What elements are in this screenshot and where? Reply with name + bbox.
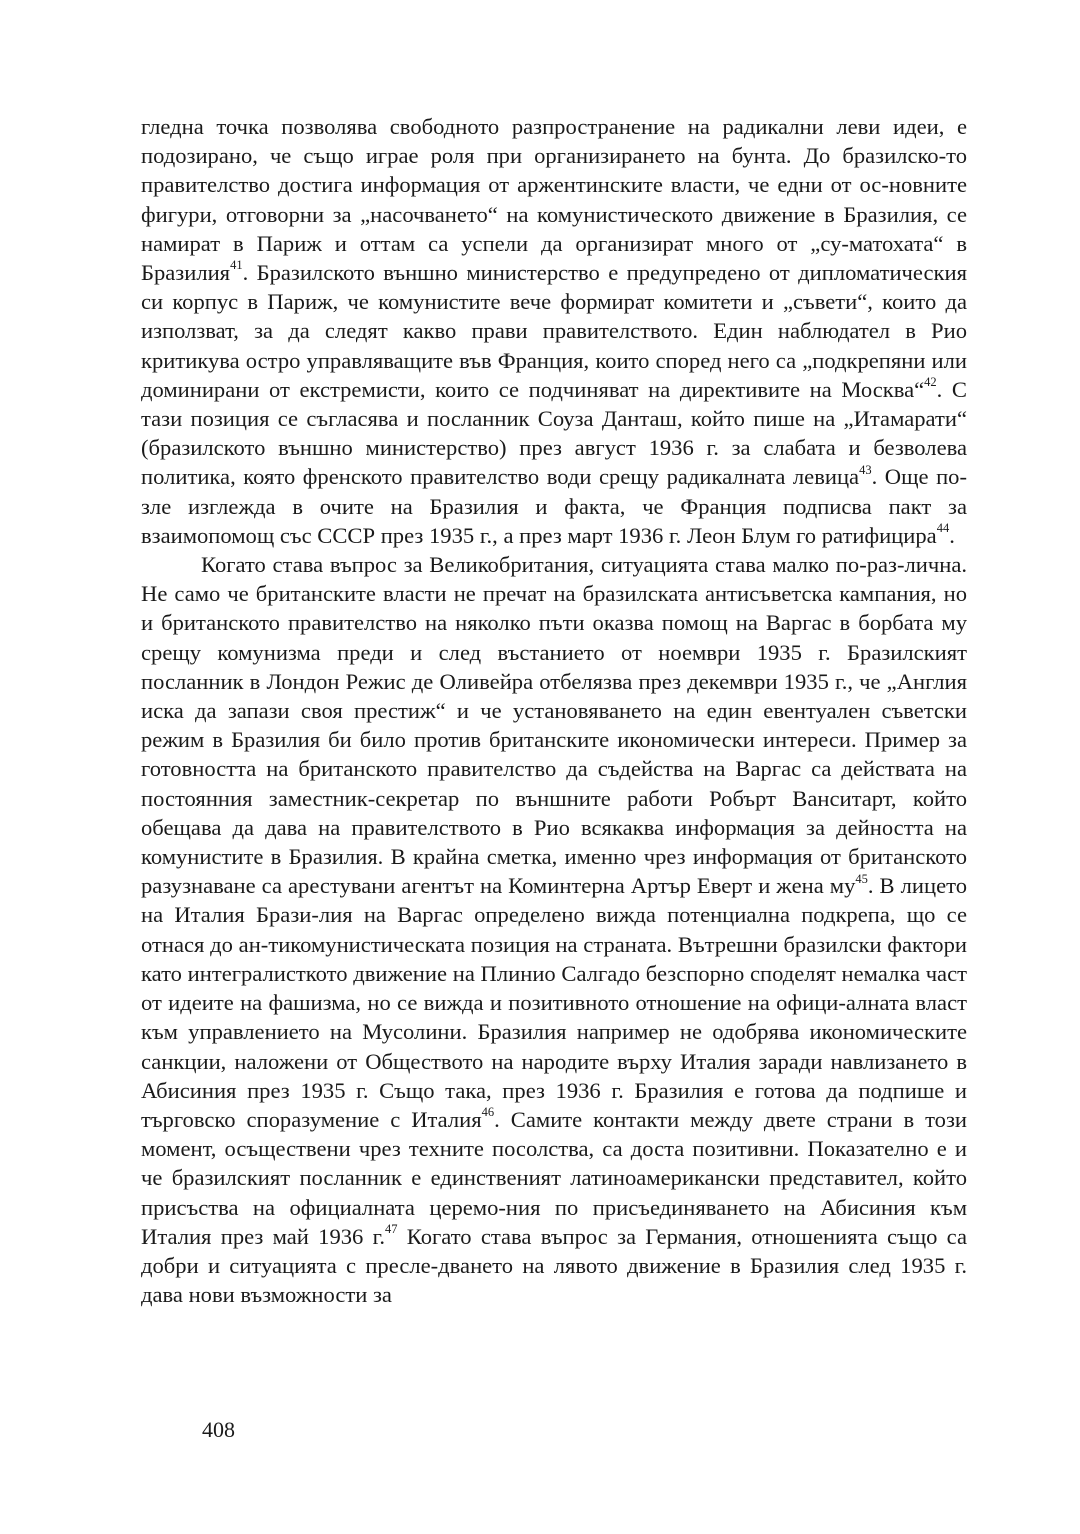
footnote-marker: 42 <box>924 375 937 390</box>
text-run: Когато става въпрос за Германия, отношенията също са добри и ситуацията с пресле-дването на лявото движение в Бразилия след 1935 г. дава нови възможности за <box>141 1223 968 1308</box>
text-run: . В лицето на Италия Брази-лия на Варгас определено вижда потенциална подкрепа, що се отнася до ан-тикомунистическата позиция на страната. Вътрешни бразилски фактори като интегралисткото движение на Плинио Салгадо безспорно споделят немалка част от идеите на фашизма, но се вижда и позитивното отношение на офици-алната власт към управлението на Мусолини. Бразилия например не одобрява икономическите санкции, наложени от Обществото на народите върху Италия заради навлизането в Абисиния през 1935 г. Също така, през 1936 г. Бразилия е готова да подпише и търговско споразумение с Италия <box>141 873 967 1132</box>
footnote-marker: 43 <box>859 462 872 477</box>
footnote-marker: 46 <box>481 1105 495 1120</box>
text-run: . С тази позиция се съгласява и посланник Соуза Данташ, който пише на „Итамарати“ (бразилското външно министерство) през август 1936 г. за слабата и безволева политика, която френското правителство води срещу радикалната левица <box>141 376 967 490</box>
text-run: . Самите контакти между двете страни в този момент, осъществени чрез техните посолства, са доста позитивни. Показателно е и че бразилският посланник е единственият латиноамерикански представител, който присъства на официалната церемо-ния по присъединяването на Абисиния към Италия през май 1936 г. <box>141 1106 967 1249</box>
text-run: . Още по-зле изглежда в очите на Бразилия и факта, че Франция подписва пакт за взаимопомощ със СССР през 1935 г., а през март 1936 г. Леон Блум го ратифицира <box>141 464 967 548</box>
text-run: . Бразилското външно министерство е предупредено от дипломатическия си корпус в Париж, че комунистите вече формират комитети и „съвети“, които да използват, за да следят какво прави правителството. Един наблюдател в Рио критикува остро управляващите във Франция, които според него са „подкрепяни или доминирани от екстремисти, които се подчиняват на директивите на Москва“ <box>141 260 967 402</box>
text-run: гледна точка позволява свободното разпространение на радикални леви идеи, е подозирано, че също играе роля при организирането на бунта. До бразилско-то правителство достига информация от аржентинските власти, че едни от ос-новните фигури, отговорни за „насочването“ на комунистическото движение в Бразилия, се намират в Париж и оттам са успели да организират много от „су-матохата“ в Бразилия <box>141 114 967 286</box>
text-run: . <box>949 522 955 548</box>
footnote-marker: 44 <box>936 521 950 536</box>
footnote-marker: 47 <box>384 1222 398 1237</box>
text-run: Когато става въпрос за Великобритания, ситуацията става малко по-раз-лична. Не само че британските власти не пречат на бразилската антисъветска кампания, но и британското правителство на няколко пъти оказва помощ на Варгас в борбата му срещу комунизма преди и след въстанието от ноември 1935 г. Бразилският посланник в Лондон Режис де Оливейра отбелязва през декември 1935 г., че „Англия иска да запази своя престиж“ и че установяването на един евентуален съветски режим в Бразилия би било против британските икономически интереси. Пример за готовността на британското правителство да съдейства на Варгас са действата на постоянния заместник-секретар по външните работи Робърт Ванситарт, който обещава да дава на правителството в Рио всякаква информация за дейността на комунистите в Бразилия. В крайна сметка, именно чрез информация от британското разузнаване са арестувани агентът на Коминтерна Артър Еверт и жена му <box>141 552 967 899</box>
footnote-marker: 45 <box>855 871 868 886</box>
paragraph <box>141 112 967 550</box>
page-number: 408 <box>202 1417 235 1442</box>
paragraph <box>141 550 967 1309</box>
footnote-marker: 41 <box>230 258 243 273</box>
body-text <box>141 112 967 1309</box>
